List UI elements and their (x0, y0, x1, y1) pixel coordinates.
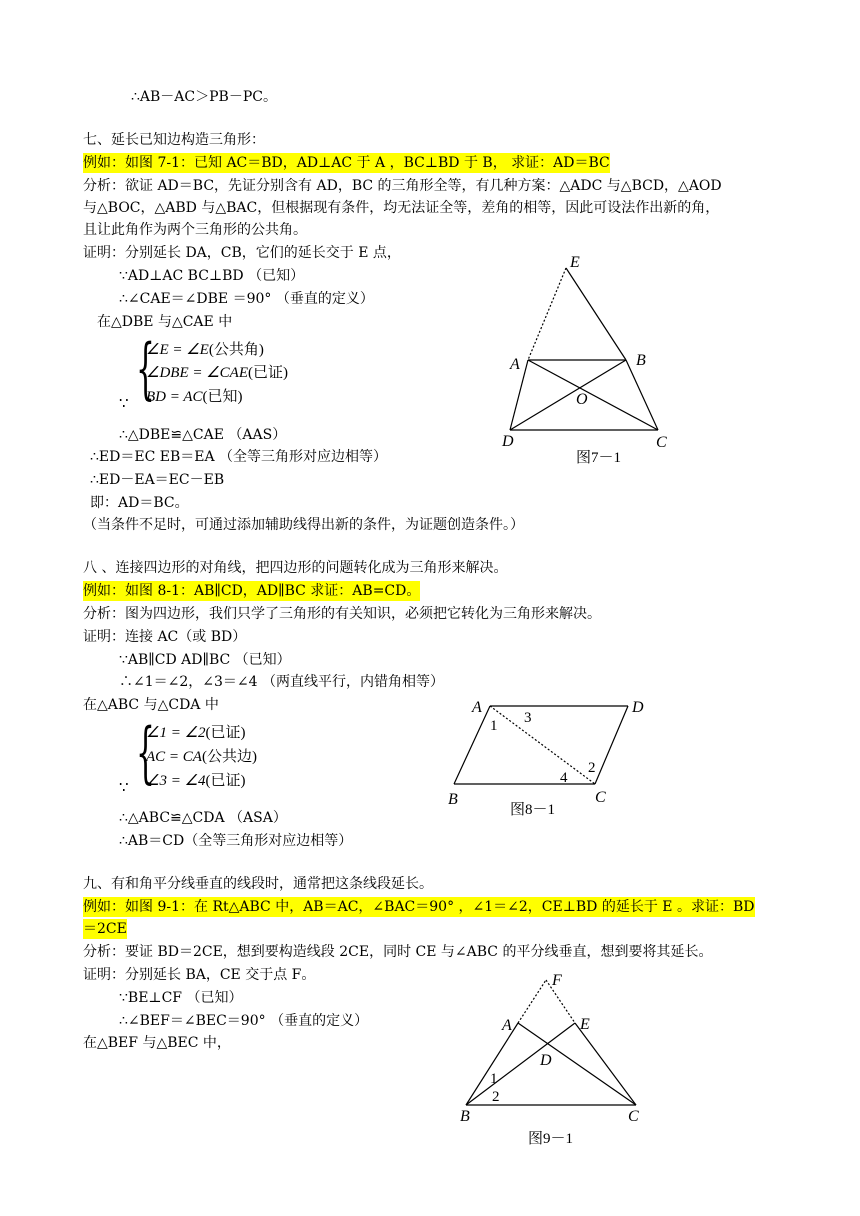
label-A: A (510, 356, 520, 373)
figure-9-1-caption: 图9－1 (528, 1131, 574, 1147)
section9-example-2: ＝2CE (83, 921, 127, 937)
section7-analysis-3: 且让此角作为两个三角形的公共角。 (83, 222, 307, 238)
section8-proof-2: ∵AB∥CD AD∥BC （已知） (119, 652, 291, 668)
eq7-row-3: BD = AC(已知) (146, 389, 243, 405)
brace-left: { (136, 330, 155, 407)
diagonal-AC (528, 360, 658, 430)
extension-AF (518, 980, 546, 1023)
eq8-row-1: ∠1 = ∠2(已证) (146, 725, 246, 741)
label-C: C (595, 789, 606, 806)
because-symbol: ∵ (119, 394, 129, 412)
eq7-row-2: ∠DBE = ∠CAE(已证) (146, 365, 289, 381)
label-B: B (636, 352, 646, 369)
section7-analysis-2: 与△BOC，△ABD 与△BAC，但根据现有条件，均无法证全等，差角的相等，因此可设法作出新的角， (83, 200, 720, 216)
section9-proof-2: ∵BE⊥CF （已知） (119, 990, 243, 1006)
section8-analysis: 分析：图为四边形，我们只学了三角形的有关知识，必须把它转化为三角形来解决。 (83, 606, 601, 622)
label-C: C (628, 1108, 639, 1125)
section7-proof-4: 在△DBE 与△CAE 中 (97, 314, 233, 330)
segment-BE (466, 1023, 575, 1105)
eq7-row-1: ∠E = ∠E(公共角) (146, 342, 264, 358)
section9-proof-3: ∴∠BEF＝∠BEC＝90° （垂直的定义） (119, 1013, 369, 1029)
section8-proof-6: ∴AB＝CD（全等三角形对应边相等） (119, 833, 353, 849)
section7-note: （当条件不足时，可通过添加辅助线得出新的条件，为证题创造条件。） (83, 517, 524, 533)
label-D: D (632, 699, 644, 716)
edge-AB (454, 706, 490, 784)
edge-AC (518, 1023, 636, 1105)
figure-8-1-caption: 图8－1 (510, 802, 556, 818)
brace-left: { (136, 714, 155, 791)
section8-proof-4: 在△ABC 与△CDA 中 (83, 697, 219, 713)
label-C: C (656, 434, 667, 451)
section7-proof-1: 证明：分别延长 DA，CB，它们的延长交于 E 点， (83, 245, 401, 261)
section7-analysis-1: 分析：欲证 AD＝BC，先证分别含有 AD，BC 的三角形全等，有几种方案：△ADC 与△BCD，△AOD (83, 178, 722, 194)
section8-example: 例如：如图 8-1：AB∥CD，AD∥BC 求证：AB=CD。 (83, 583, 421, 599)
conclusion-line: ∴AB－AC＞PB－PC。 (131, 89, 277, 105)
section8-proof-1: 证明：连接 AC（或 BD） (83, 629, 247, 645)
section7-proof-8: 即：AD＝BC。 (90, 495, 189, 511)
figure-8-1 (440, 692, 660, 822)
diagonal-BD (510, 360, 626, 430)
section7-proof-5: ∴△DBE≌△CAE （AAS） (119, 427, 287, 443)
angle-label-2: 2 (492, 1089, 500, 1105)
label-D: D (502, 433, 514, 450)
label-A: A (472, 699, 482, 716)
label-D: D (540, 1052, 552, 1069)
section9-proof-4: 在△BEF 与△BEC 中， (83, 1035, 231, 1051)
figure-7-1 (490, 245, 690, 470)
angle-label-4: 4 (560, 770, 568, 786)
angle-label-1: 1 (490, 718, 498, 734)
segment-EC (575, 1023, 636, 1105)
label-A: A (502, 1017, 512, 1034)
section9-title: 九、有和角平分线垂直的线段时，通常把这条线段延长。 (83, 876, 433, 892)
label-F: F (552, 972, 562, 989)
section8-title: 八 、连接四边形的对角线，把四边形的问题转化成为三角形来解决。 (83, 560, 508, 576)
section7-proof-2: ∵AD⊥AC BC⊥BD （已知） (119, 268, 305, 284)
edge-DC (595, 706, 628, 784)
label-B: B (448, 791, 458, 808)
section8-proof-5: ∴△ABC≌△CDA （ASA） (119, 810, 287, 826)
section7-example: 例如：如图 7-1：已知 AC＝BD，AD⊥AC 于 A ，BC⊥BD 于 B， 求证：AD＝BC (83, 155, 610, 171)
section9-example-1: 例如：如图 9-1：在 Rt△ABC 中，AB＝AC，∠BAC＝90° ，∠1＝∠2，CE⊥BD 的延长于 E 。求证：BD (83, 899, 755, 915)
label-O: O (576, 391, 588, 408)
extension-EA (528, 268, 566, 360)
label-E: E (570, 254, 580, 271)
section7-proof-7: ∴ED－EA＝EC－EB (90, 472, 225, 488)
figure-9-1 (450, 965, 650, 1150)
section9-proof-1: 证明：分别延长 BA，CE 交于点 F。 (83, 967, 316, 983)
section9-analysis: 分析：要证 BD＝2CE，想到要构造线段 2CE，同时 CE 与∠ABC 的平分线垂直，想到要将其延长。 (83, 944, 713, 960)
angle-label-1: 1 (490, 1071, 498, 1087)
label-B: B (460, 1108, 470, 1125)
edge-BC (626, 360, 658, 430)
eq8-row-2: AC = CA(公共边) (146, 749, 257, 765)
figure-7-1-caption: 图7－1 (576, 450, 622, 466)
eq8-row-3: ∠3 = ∠4(已证) (146, 773, 246, 789)
section7-title: 七、延长已知边构造三角形： (83, 132, 265, 148)
diagonal-AC (490, 706, 595, 784)
label-E: E (580, 1016, 590, 1033)
edge-EB (566, 268, 626, 360)
section7-proof-3: ∴∠CAE＝∠DBE ＝90° （垂直的定义） (119, 291, 374, 307)
angle-label-3: 3 (524, 710, 532, 726)
angle-label-2: 2 (588, 760, 596, 776)
because-symbol: ∵ (119, 778, 129, 796)
section8-proof-3: ∴∠1＝∠2，∠3＝∠4 （两直线平行，内错角相等） (119, 674, 444, 690)
section7-proof-6: ∴ED＝EC EB＝EA （全等三角形对应边相等） (90, 449, 388, 465)
